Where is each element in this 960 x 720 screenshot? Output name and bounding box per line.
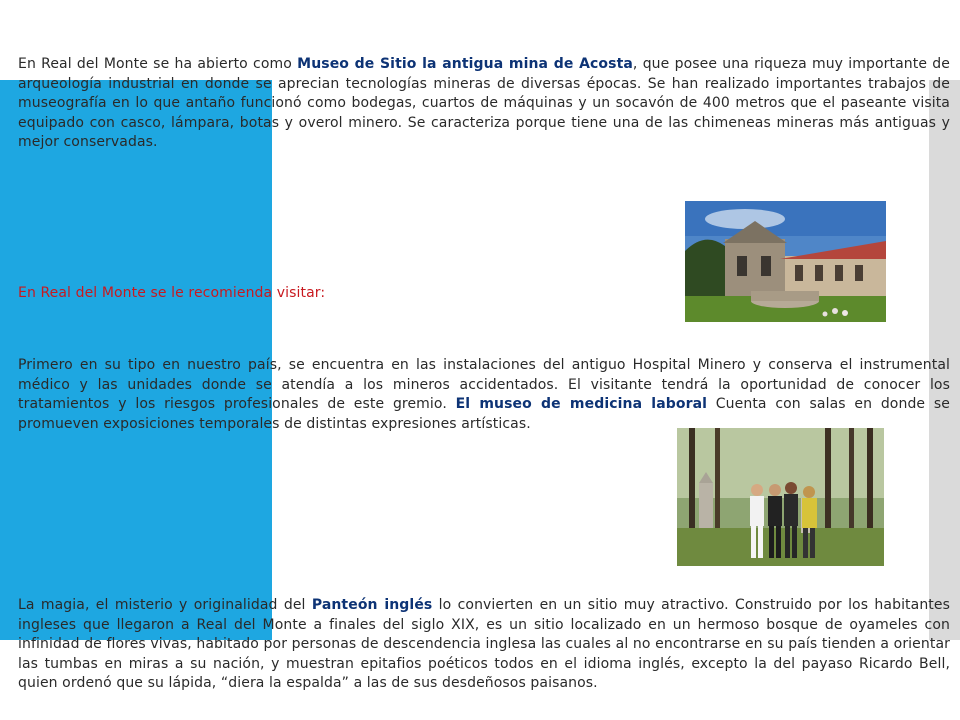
paragraph-text: lo convierten en un sitio muy atractivo. Construido por los habitantes ingleses que llegaron a Real del Monte a finales del siglo XIX, es un sitio localizado en un hermoso bosque de oyameles con infinidad de flores vivas, habitado por personas de descendencia inglesa las cuales al no encontrarse en su país tienden a orientar las tumbas en miras a su nación, y muestran epitafios poéticos todos en el idioma inglés, excepto la del payaso Ricardo Bell, quien ordenó que su lápida, “diera la espalda” a las de sus desdeñosos paisanos. xyxy=(18,597,950,691)
paragraph-text: En Real del Monte se ha abierto como xyxy=(18,56,298,72)
paragraph-english-cemetery xyxy=(18,596,950,694)
recommendation-heading: En Real del Monte se le recomienda visitar: xyxy=(18,285,326,301)
paragraph-text: La magia, el misterio y originalidad del xyxy=(18,597,312,613)
highlight-museo-medicina: El museo de medicina laboral xyxy=(455,396,708,412)
highlight-museo-de-sitio: Museo de Sitio la antigua mina de Acosta xyxy=(297,56,633,72)
english-cemetery-photo xyxy=(677,428,884,566)
paragraph-text: Primero en su tipo en nuestro país, se encuentra en las instalaciones del antiguo Hospital Minero y conserva el instrumental médico y las unidades donde se atendía a los mineros accidentados. El visitante tendrá la oportunidad de conocer los tratamientos y los riesgos profesionales de este gremio. xyxy=(18,357,950,412)
paragraph-medicine-museum xyxy=(18,356,950,434)
museum-building-photo xyxy=(685,201,886,322)
paragraph-text: , que posee una riqueza muy importante de arqueología industrial en donde se aprecian tecnologías mineras de diversas épocas. Se han realizado importantes trabajos de museografía en lo que antaño funcionó como bodegas, cuartos de máquinas y un socavón de 400 metros que el paseante visita equipado con casco, lámpara, botas y overol minero. Se caracteriza porque tiene una de las chimeneas mineras más antiguas y mejor conservadas. xyxy=(18,56,950,150)
highlight-panteon-ingles: Panteón inglés xyxy=(311,597,433,613)
paragraph-acosta-mine xyxy=(18,55,950,153)
paragraph-text: Cuenta con salas en donde se promueven exposiciones temporales de distintas expresiones artísticas. xyxy=(18,396,950,432)
